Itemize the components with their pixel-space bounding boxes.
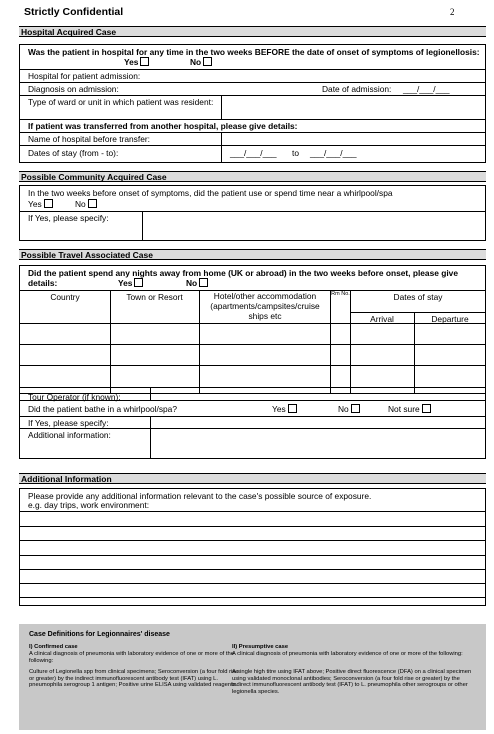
section-travel-associated: Possible Travel Associated Case	[19, 249, 486, 260]
tour-operator-label: Tour Operator (if known):	[28, 392, 121, 402]
hospital-yes-option[interactable]: Yes	[124, 57, 149, 67]
travel-no-option[interactable]: No	[186, 278, 208, 288]
presumptive-body: A single high titre using IFAT above; Positive direct fluorescence (DFA) on a clinical specimen using validated monoclonal antibodies; Seroconversion (a four fold rise or greater) by the indirect immunofluorescent antibody test (IFAT) to L. pneumophila other serogroups or other legionella species.	[232, 669, 472, 695]
travel-question: Did the patient spend any nights away from home (UK or abroad) in the two weeks before onset, please give details:	[28, 268, 458, 288]
bathe-notsure-checkbox[interactable]	[422, 404, 431, 413]
hospital-no-checkbox[interactable]	[203, 57, 212, 66]
community-yes-option[interactable]: Yes	[28, 199, 53, 209]
hospital-admission-label: Hospital for patient admission:	[28, 71, 141, 81]
hospital-yes-checkbox[interactable]	[140, 57, 149, 66]
bathe-no-option[interactable]: No	[338, 404, 360, 414]
presumptive-intro: A clinical diagnosis of pneumonia with laboratory evidence of one or more of the following:	[232, 651, 463, 657]
col-dates-of-stay: Dates of stay	[393, 292, 443, 302]
travel-no-checkbox[interactable]	[199, 278, 208, 287]
travel-box	[19, 265, 486, 459]
travel-additional-label: Additional information:	[28, 430, 111, 440]
col-town: Town or Resort	[126, 292, 183, 302]
bathe-question: Did the patient bathe in a whirlpool/spa?	[28, 404, 177, 414]
confirmed-intro: A clinical diagnosis of pneumonia with laboratory evidence of one or more of the following:	[29, 651, 234, 664]
section-community-acquired: Possible Community Acquired Case	[19, 171, 486, 182]
travel-specify-label: If Yes, please specify:	[28, 418, 109, 428]
date-from-field[interactable]: ___/___/___	[230, 148, 277, 158]
community-question: In the two weeks before onset of symptoms, did the patient use or spend time near a whirlpool/spa	[28, 188, 393, 198]
bathe-yes-checkbox[interactable]	[288, 404, 297, 413]
confirmed-body: Culture of Legionella spp from clinical specimens; Seroconversion (a four fold rise or greater) by the indirect immunofluorescent antibody test (IFAT) using L. pneumophila serogroup 1 antigen; Positive urine ELISA using validated reagents.	[29, 669, 239, 689]
community-no-checkbox[interactable]	[88, 199, 97, 208]
presumptive-title: II) Presumptive case	[232, 644, 289, 650]
additional-box	[19, 488, 486, 606]
additional-example: e.g. day trips, work environment:	[28, 500, 150, 510]
document-title: Strictly Confidential	[24, 6, 124, 18]
section-additional-info: Additional Information	[19, 473, 486, 484]
diagnosis-label: Diagnosis on admission:	[28, 84, 119, 94]
col-departure: Departure	[431, 314, 469, 324]
bathe-yes-option[interactable]: Yes	[272, 404, 297, 414]
bathe-no-checkbox[interactable]	[351, 404, 360, 413]
community-no-option[interactable]: No	[75, 199, 97, 209]
hospital-question: Was the patient in hospital for any time in the two weeks BEFORE the date of onset of symptoms of legionellosis:	[28, 47, 480, 57]
additional-instructions: Please provide any additional information relevant to the case's possible source of exposure.	[28, 491, 372, 501]
transfer-label: If patient was transferred from another hospital, please give details:	[28, 121, 298, 131]
travel-yes-checkbox[interactable]	[134, 278, 143, 287]
admission-date-label: Date of admission:	[322, 84, 392, 94]
date-to-field[interactable]: ___/___/___	[310, 148, 357, 158]
admission-date-field[interactable]: ___/___/___	[403, 84, 450, 94]
dates-of-stay-label: Dates of stay (from - to):	[28, 148, 119, 158]
page-number: 2	[450, 7, 455, 17]
definitions-title: Case Definitions for Legionnaires' disease	[29, 631, 170, 638]
section-hospital-acquired: Hospital Acquired Case	[19, 26, 486, 37]
community-specify-label: If Yes, please specify:	[28, 213, 109, 223]
col-arrival: Arrival	[370, 314, 394, 324]
to-label: to	[292, 148, 299, 158]
case-definitions-panel	[19, 624, 486, 730]
community-box	[19, 185, 486, 241]
col-room-number: Rm No.	[331, 291, 350, 297]
col-hotel: Hotel/other accommodation (apartments/campsites/cruise ships etc	[210, 291, 320, 321]
bathe-notsure-option[interactable]: Not sure	[388, 404, 431, 414]
hospital-no-option[interactable]: No	[190, 57, 212, 67]
community-yes-checkbox[interactable]	[44, 199, 53, 208]
hospital-box	[19, 44, 486, 163]
prev-hospital-label: Name of hospital before transfer:	[28, 134, 150, 144]
confirmed-title: I) Confirmed case	[29, 644, 78, 650]
col-country: Country	[50, 292, 80, 302]
travel-yes-option[interactable]: Yes	[118, 278, 143, 288]
ward-label: Type of ward or unit in which patient was resident:	[28, 97, 214, 107]
